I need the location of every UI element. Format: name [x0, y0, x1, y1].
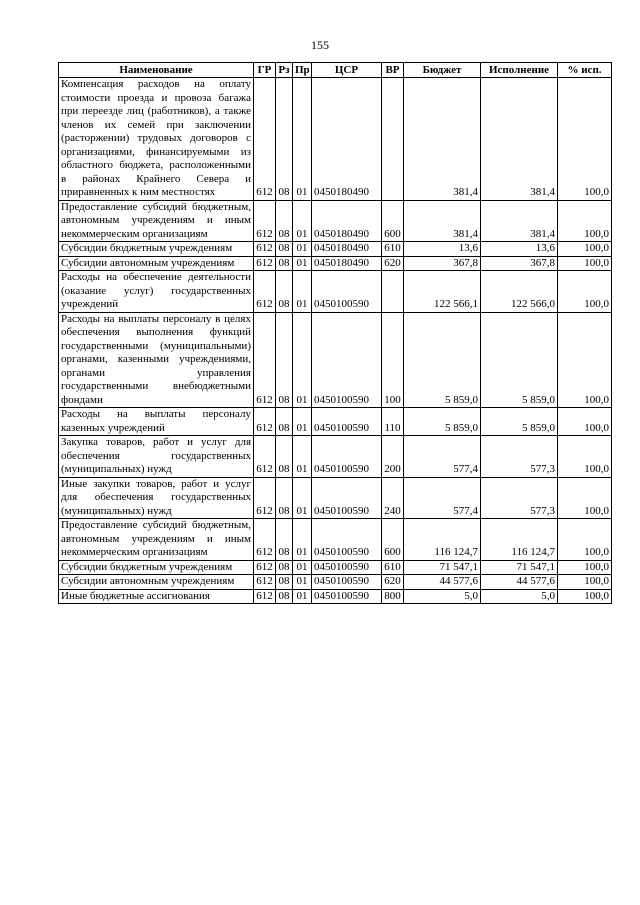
cell-csr: 0450100590 [312, 519, 382, 561]
table-row [59, 575, 612, 590]
cell-gr: 612 [254, 519, 276, 561]
cell-execution: 5 859,0 [481, 408, 558, 436]
cell-percent: 100,0 [558, 589, 612, 604]
cell-execution: 13,6 [481, 242, 558, 257]
cell-rz: 08 [276, 242, 293, 257]
cell-execution: 381,4 [481, 200, 558, 242]
cell-gr: 612 [254, 271, 276, 313]
cell-vr: 200 [382, 436, 404, 478]
cell-budget: 116 124,7 [404, 519, 481, 561]
cell-gr: 612 [254, 560, 276, 575]
cell-budget: 13,6 [404, 242, 481, 257]
header-percent: % исп. [558, 63, 612, 78]
header-vr: ВР [382, 63, 404, 78]
cell-pr: 01 [293, 560, 312, 575]
header-execution: Исполнение [481, 63, 558, 78]
cell-vr: 600 [382, 519, 404, 561]
cell-pr: 01 [293, 271, 312, 313]
cell-gr: 612 [254, 589, 276, 604]
cell-csr: 0450100590 [312, 408, 382, 436]
cell-execution: 5 859,0 [481, 312, 558, 408]
cell-pr: 01 [293, 589, 312, 604]
cell-execution: 381,4 [481, 78, 558, 201]
cell-percent: 100,0 [558, 575, 612, 590]
cell-budget: 5 859,0 [404, 408, 481, 436]
header-gr: ГР [254, 63, 276, 78]
table-header-row [59, 63, 612, 78]
cell-name: Компенсация расходов на оплату стоимости проезда и провоза багажа при переезде лиц (работников), а также членов их семей при заключении (расторжении) трудовых договоров с организациями, финансируемыми из областного бюджета, расположенными в районах Крайнего Севера и приравненных к ним местностях [59, 78, 254, 201]
table-row [59, 200, 612, 242]
cell-name: Предоставление субсидий бюджетным, автономным учреждениям и иным некоммерческим организациям [59, 519, 254, 561]
cell-pr: 01 [293, 256, 312, 271]
cell-vr: 240 [382, 477, 404, 519]
cell-percent: 100,0 [558, 560, 612, 575]
header-rz: Рз [276, 63, 293, 78]
cell-execution: 577,3 [481, 477, 558, 519]
cell-execution: 122 566,0 [481, 271, 558, 313]
cell-rz: 08 [276, 312, 293, 408]
cell-csr: 0450100590 [312, 477, 382, 519]
cell-vr: 610 [382, 560, 404, 575]
cell-csr: 0450100590 [312, 575, 382, 590]
table-row [59, 589, 612, 604]
cell-percent: 100,0 [558, 78, 612, 201]
cell-rz: 08 [276, 408, 293, 436]
cell-percent: 100,0 [558, 519, 612, 561]
cell-execution: 44 577,6 [481, 575, 558, 590]
cell-pr: 01 [293, 477, 312, 519]
cell-budget: 44 577,6 [404, 575, 481, 590]
cell-vr: 100 [382, 312, 404, 408]
cell-execution: 116 124,7 [481, 519, 558, 561]
cell-pr: 01 [293, 519, 312, 561]
cell-name: Закупка товаров, работ и услуг для обеспечения государственных (муниципальных) нужд [59, 436, 254, 478]
cell-gr: 612 [254, 78, 276, 201]
cell-vr: 620 [382, 256, 404, 271]
cell-execution: 367,8 [481, 256, 558, 271]
cell-gr: 612 [254, 436, 276, 478]
cell-budget: 381,4 [404, 78, 481, 201]
cell-pr: 01 [293, 312, 312, 408]
cell-rz: 08 [276, 271, 293, 313]
cell-percent: 100,0 [558, 477, 612, 519]
cell-vr [382, 271, 404, 313]
cell-rz: 08 [276, 436, 293, 478]
cell-percent: 100,0 [558, 271, 612, 313]
cell-gr: 612 [254, 575, 276, 590]
cell-pr: 01 [293, 408, 312, 436]
cell-budget: 381,4 [404, 200, 481, 242]
cell-rz: 08 [276, 256, 293, 271]
table-row [59, 78, 612, 201]
cell-pr: 01 [293, 78, 312, 201]
table-row [59, 519, 612, 561]
header-budget: Бюджет [404, 63, 481, 78]
cell-rz: 08 [276, 575, 293, 590]
cell-gr: 612 [254, 256, 276, 271]
cell-name: Субсидии бюджетным учреждениям [59, 560, 254, 575]
cell-csr: 0450180490 [312, 78, 382, 201]
table-row [59, 560, 612, 575]
cell-csr: 0450100590 [312, 436, 382, 478]
cell-budget: 577,4 [404, 436, 481, 478]
cell-rz: 08 [276, 200, 293, 242]
cell-execution: 5,0 [481, 589, 558, 604]
cell-csr: 0450100590 [312, 312, 382, 408]
cell-csr: 0450100590 [312, 589, 382, 604]
cell-vr: 800 [382, 589, 404, 604]
cell-percent: 100,0 [558, 200, 612, 242]
cell-budget: 5,0 [404, 589, 481, 604]
cell-name: Субсидии автономным учреждениям [59, 575, 254, 590]
cell-gr: 612 [254, 477, 276, 519]
cell-gr: 612 [254, 408, 276, 436]
cell-percent: 100,0 [558, 436, 612, 478]
cell-name: Расходы на выплаты персоналу в целях обеспечения выполнения функций государственными (муниципальными) органами, казенными учреждениями, органами управления государственными внебюджетными фондами [59, 312, 254, 408]
cell-gr: 612 [254, 242, 276, 257]
table-row [59, 477, 612, 519]
header-name: Наименование [59, 63, 254, 78]
cell-percent: 100,0 [558, 312, 612, 408]
cell-csr: 0450100590 [312, 560, 382, 575]
header-csr: ЦСР [312, 63, 382, 78]
page-number: 155 [311, 38, 329, 52]
budget-table [58, 62, 612, 604]
table-row [59, 312, 612, 408]
cell-budget: 5 859,0 [404, 312, 481, 408]
cell-budget: 577,4 [404, 477, 481, 519]
cell-name: Субсидии бюджетным учреждениям [59, 242, 254, 257]
cell-pr: 01 [293, 436, 312, 478]
cell-csr: 0450180490 [312, 242, 382, 257]
cell-name: Субсидии автономным учреждениям [59, 256, 254, 271]
cell-name: Расходы на обеспечение деятельности (оказание услуг) государственных учреждений [59, 271, 254, 313]
cell-csr: 0450180490 [312, 200, 382, 242]
table-body [59, 78, 612, 604]
cell-name: Предоставление субсидий бюджетным, автономным учреждениям и иным некоммерческим организациям [59, 200, 254, 242]
table-row [59, 271, 612, 313]
cell-vr: 600 [382, 200, 404, 242]
cell-rz: 08 [276, 477, 293, 519]
cell-name: Иные бюджетные ассигнования [59, 589, 254, 604]
cell-csr: 0450180490 [312, 256, 382, 271]
cell-rz: 08 [276, 589, 293, 604]
cell-vr: 110 [382, 408, 404, 436]
table-row [59, 408, 612, 436]
table-row [59, 242, 612, 257]
cell-gr: 612 [254, 200, 276, 242]
cell-pr: 01 [293, 575, 312, 590]
cell-pr: 01 [293, 242, 312, 257]
cell-execution: 577,3 [481, 436, 558, 478]
cell-rz: 08 [276, 519, 293, 561]
cell-percent: 100,0 [558, 408, 612, 436]
cell-percent: 100,0 [558, 256, 612, 271]
cell-rz: 08 [276, 560, 293, 575]
cell-budget: 122 566,1 [404, 271, 481, 313]
cell-rz: 08 [276, 78, 293, 201]
cell-name: Иные закупки товаров, работ и услуг для обеспечения государственных (муниципальных) нужд [59, 477, 254, 519]
cell-vr: 620 [382, 575, 404, 590]
cell-name: Расходы на выплаты персоналу казенных учреждений [59, 408, 254, 436]
cell-pr: 01 [293, 200, 312, 242]
cell-percent: 100,0 [558, 242, 612, 257]
cell-csr: 0450100590 [312, 271, 382, 313]
header-pr: Пр [293, 63, 312, 78]
table-row [59, 256, 612, 271]
table-row [59, 436, 612, 478]
cell-execution: 71 547,1 [481, 560, 558, 575]
cell-budget: 71 547,1 [404, 560, 481, 575]
cell-gr: 612 [254, 312, 276, 408]
cell-vr: 610 [382, 242, 404, 257]
cell-budget: 367,8 [404, 256, 481, 271]
cell-vr [382, 78, 404, 201]
